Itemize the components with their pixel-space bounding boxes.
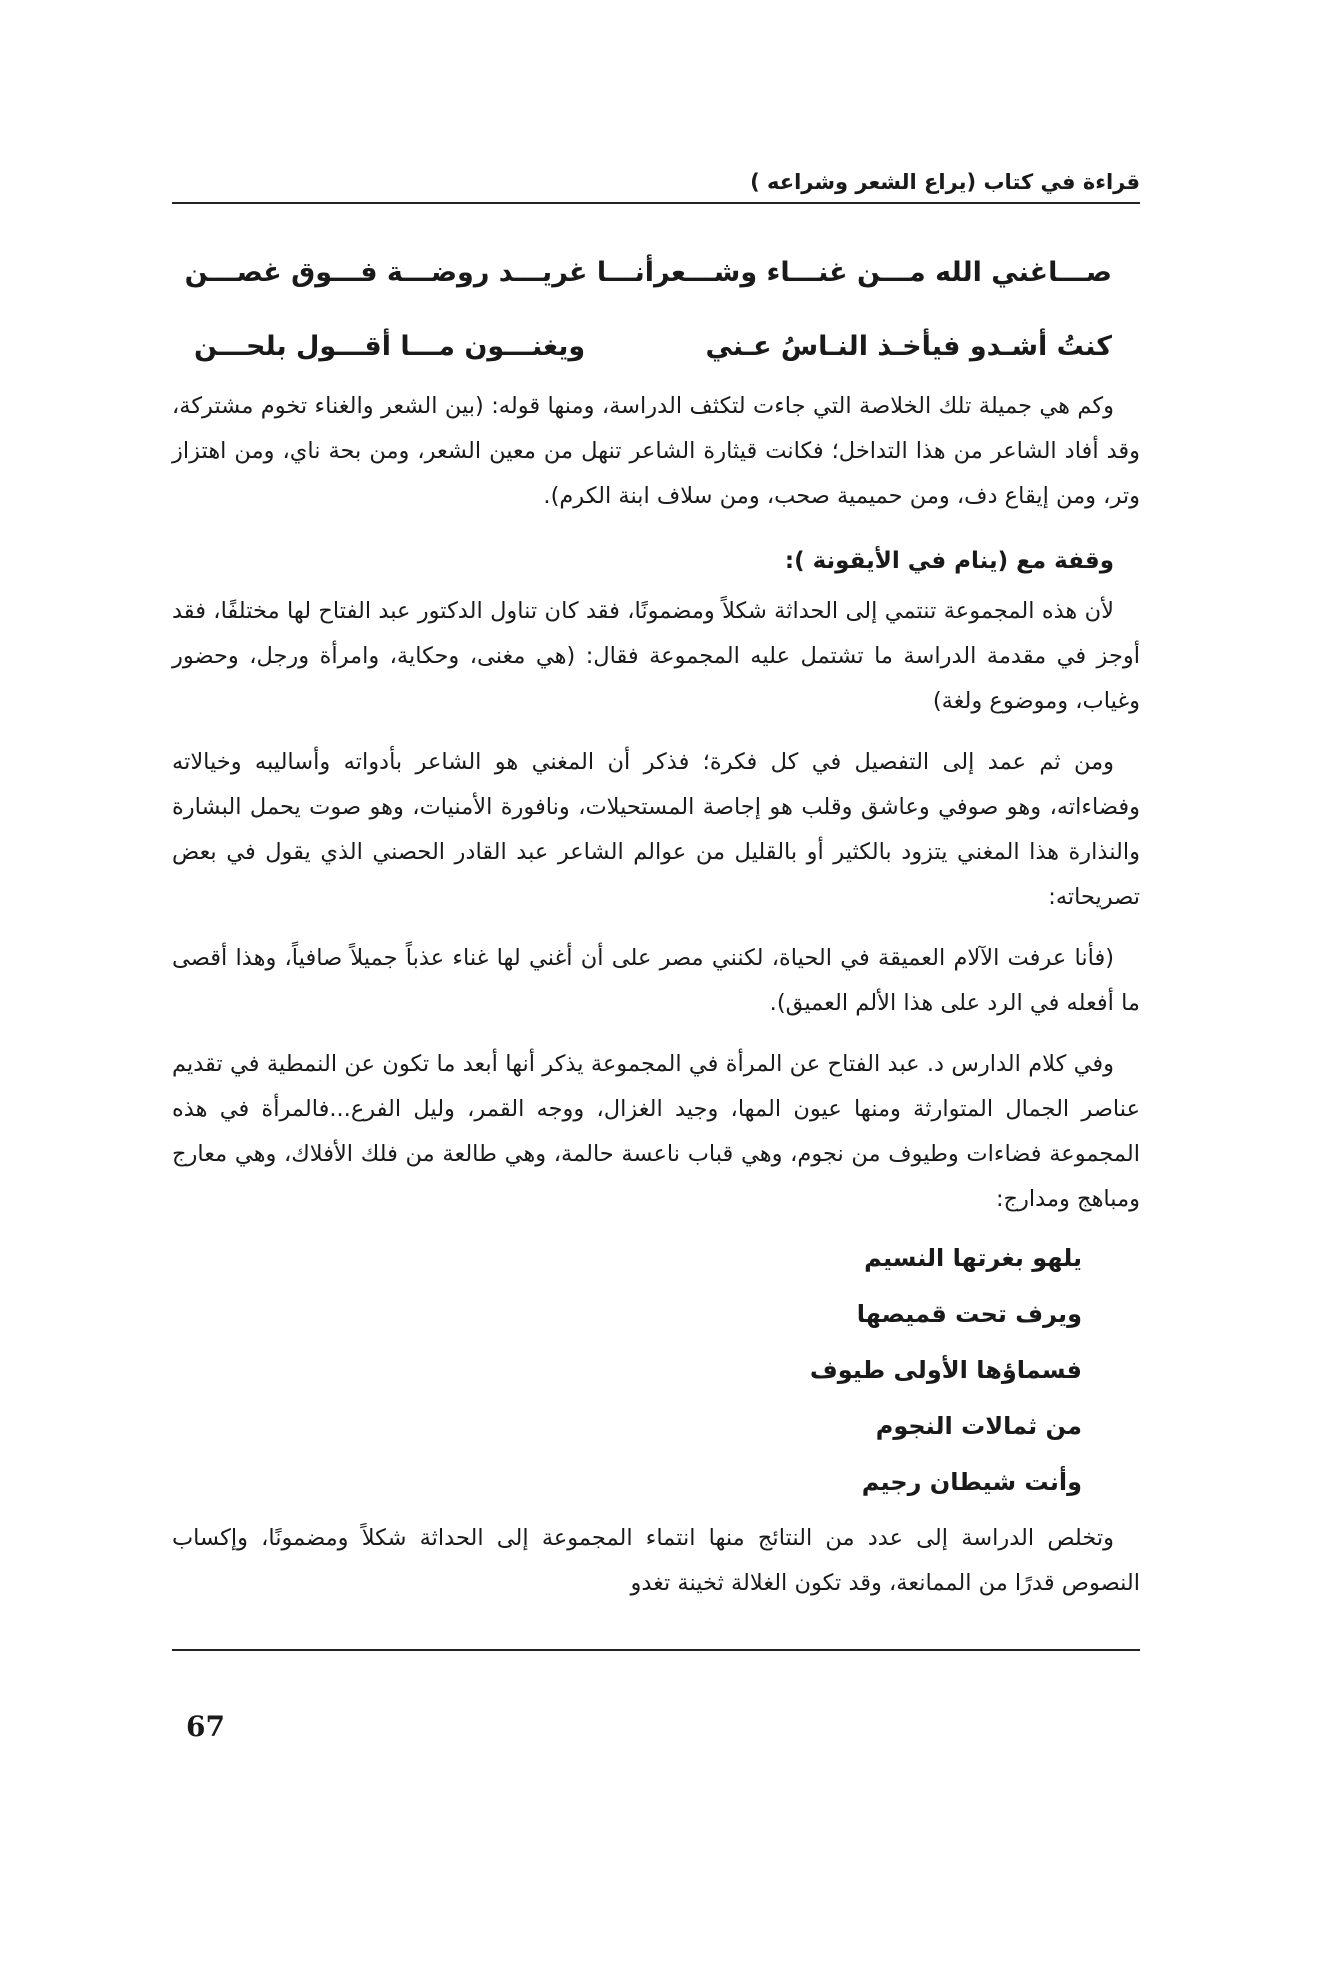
footer-rule	[172, 1649, 1140, 1651]
verse-first-hemistich: كنتُ أشـدو فيأخـذ النـاسُ عـني	[705, 331, 1112, 362]
page-header	[172, 170, 1140, 204]
page-number: 67	[186, 1710, 225, 1743]
verse-line	[172, 236, 1140, 310]
quote-paragraph: (فأنا عرفت الآلام العميقة في الحياة، لكنني مصر على أن أغني لها غناء عذباً جميلاً صافياً، وهذا أقصى ما أفعله في الرد على هذا الألم العميق).	[172, 945, 1140, 1016]
poem-line: ويرف تحت قميصها	[856, 1300, 1082, 1328]
poem-line: يلهو بغرتها النسيم	[864, 1244, 1082, 1272]
page-content	[172, 236, 1140, 1606]
poem-line: فسماؤها الأولى طيوف	[809, 1356, 1082, 1384]
poem-line: وأنت شيطان رجيم	[861, 1468, 1082, 1496]
running-title: قراءة في كتاب (يراع الشعر وشراعه )	[750, 170, 1140, 194]
verse-line	[172, 310, 1140, 384]
section-heading: وقفة مع (ينام في الأيقونة ):	[784, 548, 1114, 574]
paragraph: وفي كلام الدارس د. عبد الفتاح عن المرأة في المجموعة يذكر أنها أبعد ما تكون عن النمطية في تقديم عناصر الجمال المتوارثة ومنها عيون المها، وجيد الغزال، ووجه القمر، وليل الفرع...فالمرأة في هذه المجموعة فضاءات وطيوف من نجوم، وهي قباب ناعسة حالمة، وهي طالعة من فلك الأفلاك، وهي معارج ومباهج ومدارج:	[172, 1051, 1140, 1212]
verse-second-hemistich: ويغنـــون مـــا أقـــول بلحـــن	[194, 331, 586, 362]
verse-second-hemistich: أنـــا غريـــد روضـــة فـــوق غصـــن	[184, 257, 655, 288]
verse-first-hemistich: صـــاغني الله مـــن غنـــاء وشـــعر	[654, 257, 1112, 288]
paragraph: لأن هذه المجموعة تنتمي إلى الحداثة شكلاً ومضمونًا، فقد كان تناول الدكتور عبد الفتاح لها مختلفًا، فقد أوجز في مقدمة الدراسة ما تشتمل عليه المجموعة فقال: (هي مغنى، وحكاية، وامرأة ورجل، وحضور وغياب، وموضوع ولغة)	[172, 598, 1140, 714]
poem-excerpt	[172, 1230, 1140, 1510]
paragraph: ومن ثم عمد إلى التفصيل في كل فكرة؛ فذكر أن المغني هو الشاعر بأدواته وأساليبه وخيالاته وفضاءاته، وهو صوفي وعاشق وقلب هو إجاصة المستحيلات، ونافورة الأمنيات، وهو صوت يحمل البشارة والنذارة هذا المغني يتزود بالكثير أو بالقليل من عوالم الشاعر عبد القادر الحصني الذي يقول في بعض تصريحاته:	[172, 749, 1140, 910]
paragraph: وكم هي جميلة تلك الخلاصة التي جاءت لتكثف الدراسة، ومنها قوله: (بين الشعر والغناء تخوم مشتركة، وقد أفاد الشاعر من هذا التداخل؛ فكانت قيثارة الشاعر تنهل من معين الشعر، ومن بحة ناي، ومن اهتزاز وتر، ومن إيقاع دف، ومن حميمية صحب، ومن سلاف ابنة الكرم).	[172, 393, 1140, 509]
poem-line: من ثمالات النجوم	[875, 1412, 1082, 1440]
paragraph: وتخلص الدراسة إلى عدد من النتائج منها انتماء المجموعة إلى الحداثة شكلاً ومضمونًا، وإكساب النصوص قدرًا من الممانعة، وقد تكون الغلالة ثخينة تغدو	[172, 1525, 1140, 1596]
header-rule	[172, 202, 1140, 204]
